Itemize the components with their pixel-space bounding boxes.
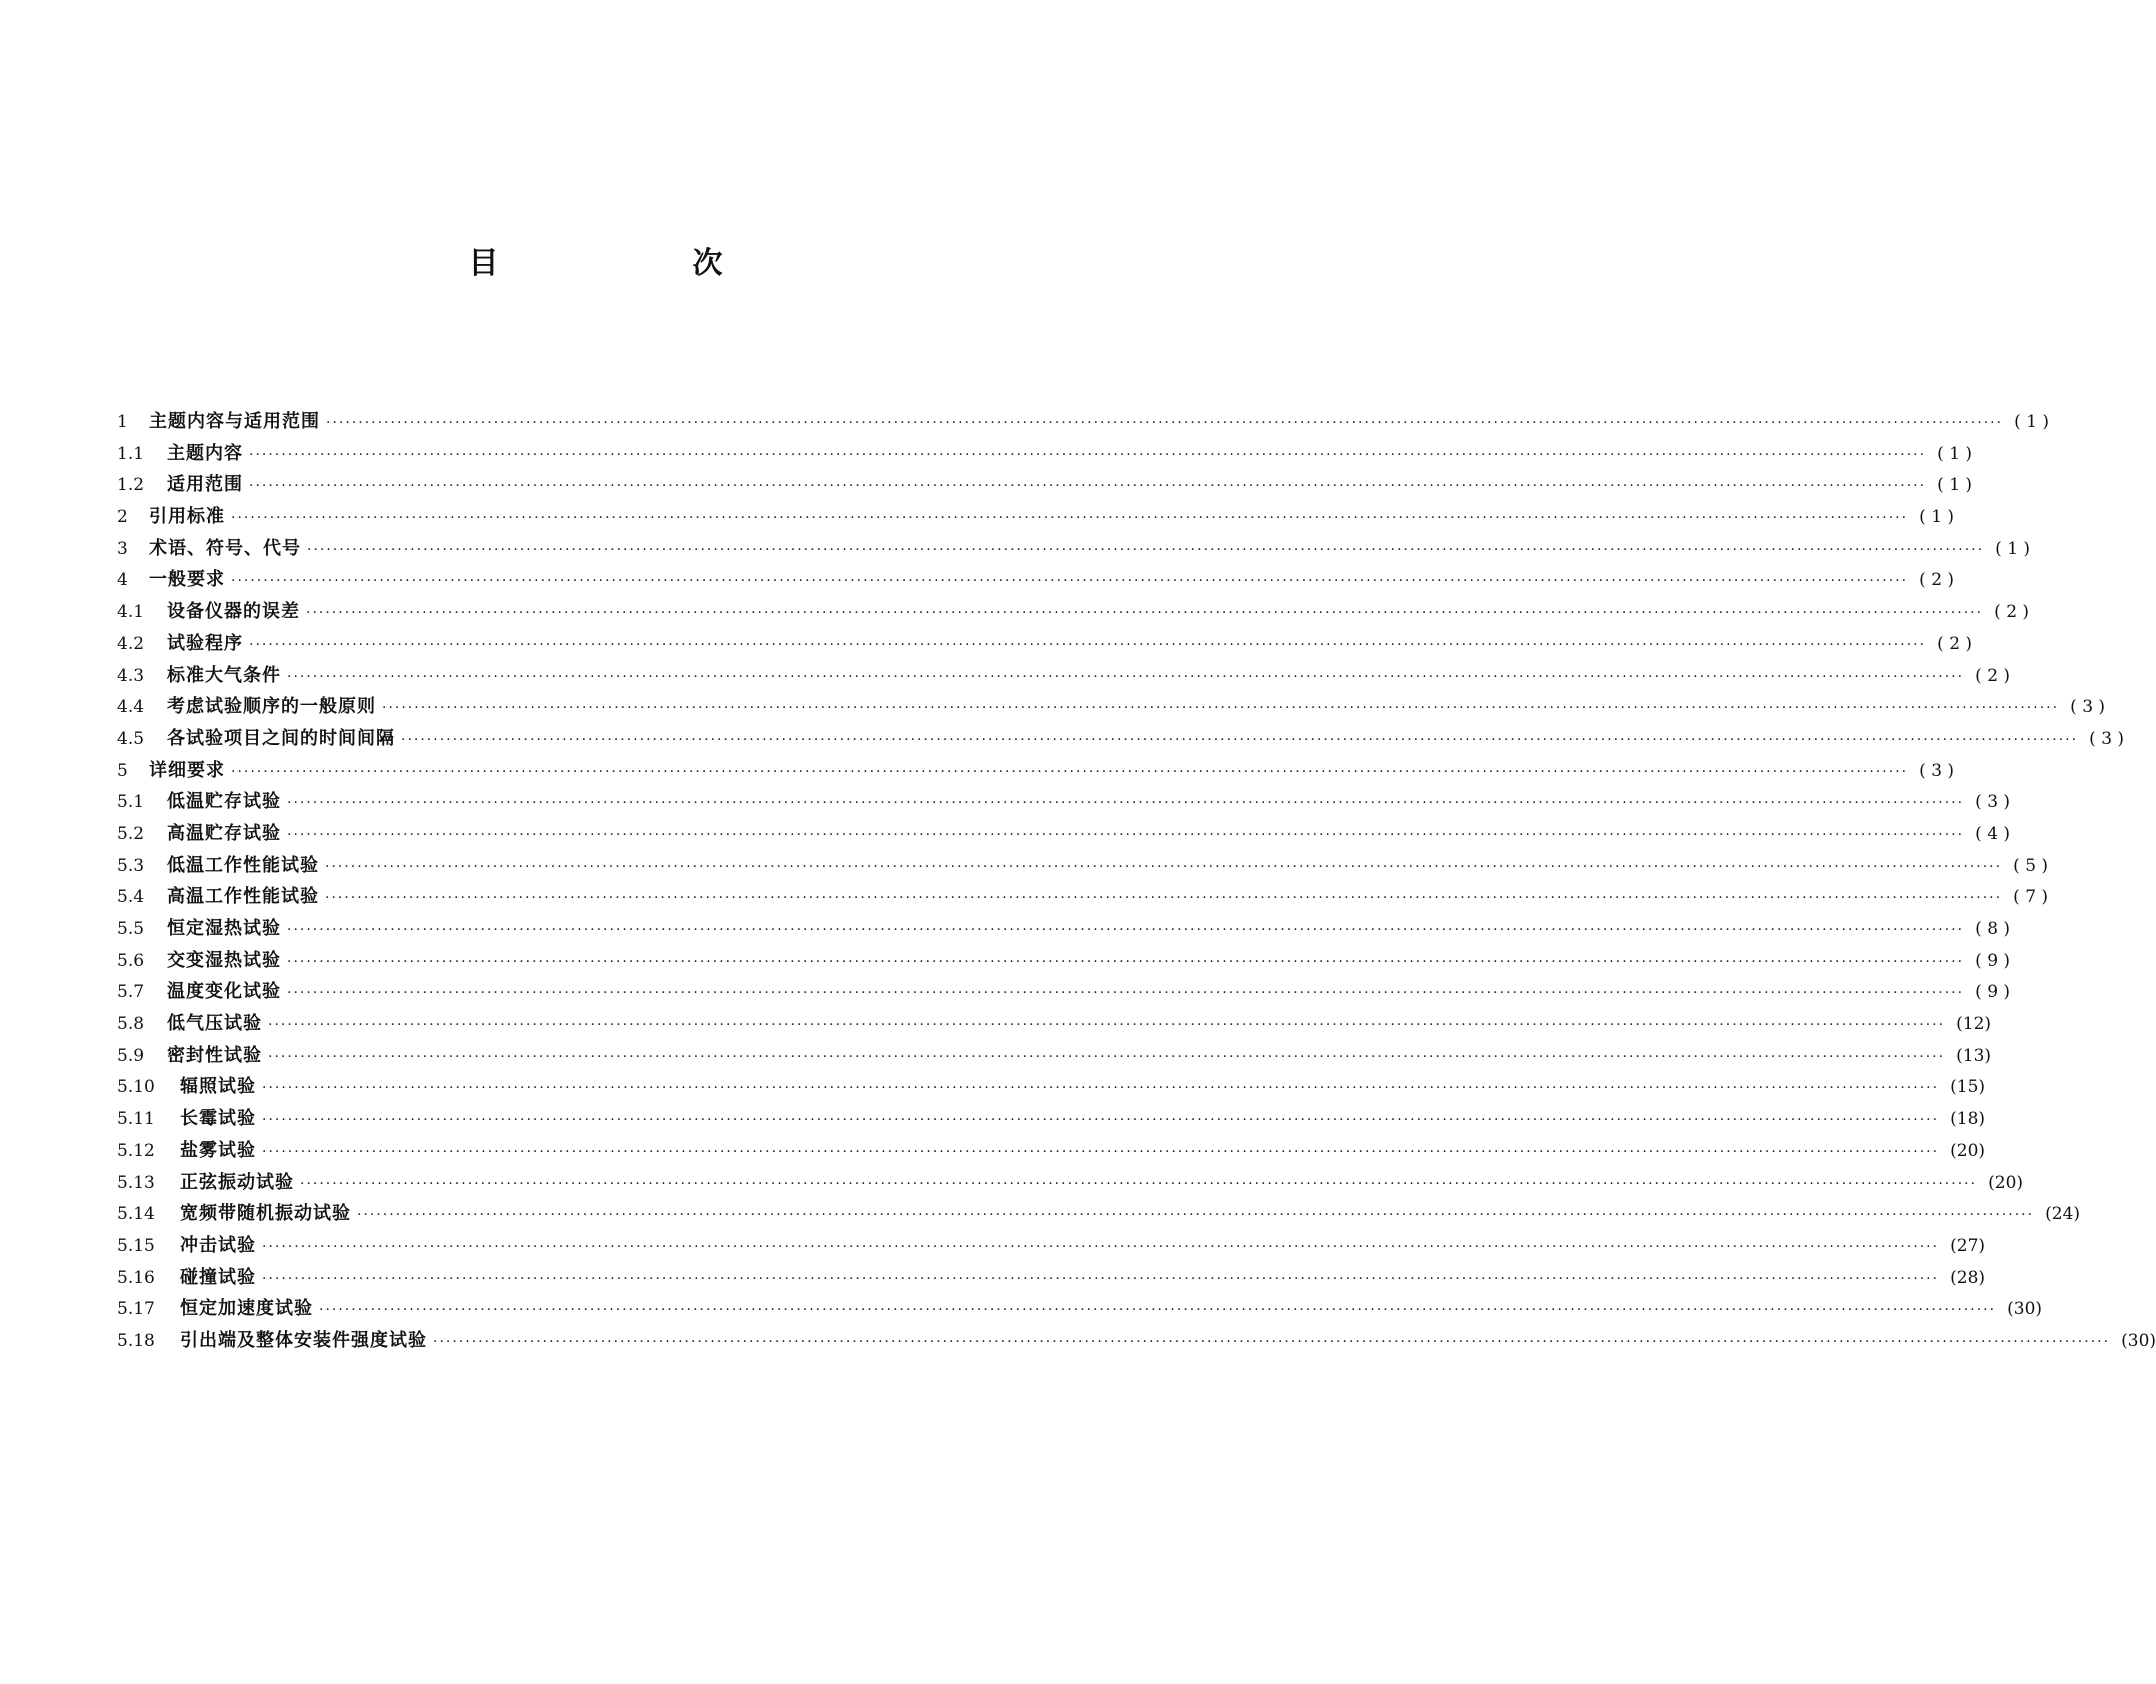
toc-entry-title: 温度变化试验: [167, 981, 281, 1003]
dot-leader: ····································································································································································································································································: [287, 795, 1965, 812]
toc-entry-title: 正弦振动试验: [180, 1171, 294, 1193]
dot-leader: ····································································································································································································································································: [307, 541, 1985, 558]
toc-entry: [117, 913, 2011, 945]
toc-entry: [117, 438, 1973, 470]
toc-entry: [117, 850, 2049, 882]
dot-leader: ····································································································································································································································································: [401, 731, 2079, 748]
toc-entry-page: (20): [1950, 1140, 1986, 1161]
toc-entry-page: (18): [1950, 1109, 1986, 1130]
toc-entry: [117, 1103, 1986, 1135]
toc-entry-number: 5: [117, 760, 128, 781]
toc-entry-page: (28): [1950, 1267, 1986, 1288]
toc-entry-number: 5.18: [117, 1330, 155, 1351]
toc-entry: [117, 1040, 1992, 1072]
toc-entry-title: 考虑试验顺序的一般原则: [167, 696, 376, 718]
toc-entry-page: ( 1 ): [1937, 475, 1973, 496]
toc-entry: [117, 976, 2011, 1008]
toc-entry-page: (30): [2121, 1330, 2156, 1351]
dot-leader: ····································································································································································································································································: [287, 953, 1965, 970]
toc-entry: [117, 818, 2011, 850]
toc-entry-page: ( 4 ): [1975, 823, 2011, 844]
toc-entry: [117, 1293, 2043, 1325]
toc-entry-page: (15): [1950, 1077, 1986, 1098]
dot-leader: ····································································································································································································································································: [306, 605, 1984, 622]
toc-entry-page: ( 3 ): [1919, 760, 1955, 781]
toc-entry-title: 各试验项目之间的时间间隔: [167, 727, 395, 749]
dot-leader: ····································································································································································································································································: [262, 1238, 1940, 1255]
dot-leader: ····································································································································································································································································: [287, 826, 1965, 843]
toc-entry: [117, 691, 2106, 723]
toc-entry: [117, 945, 2011, 977]
toc-entry: [117, 755, 1955, 787]
toc-entry-number: 5.10: [117, 1077, 155, 1098]
toc-entry: [117, 786, 2011, 818]
dot-leader: ····································································································································································································································································: [231, 763, 1909, 780]
dot-leader: ····································································································································································································································································: [268, 1048, 1946, 1065]
toc-entry-number: 5.12: [117, 1140, 155, 1161]
dot-leader: ····································································································································································································································································: [357, 1207, 2035, 1224]
toc-entry-title: 碰撞试验: [180, 1266, 256, 1288]
toc-entry-title: 密封性试验: [167, 1044, 262, 1066]
page-title: 目 次: [468, 246, 805, 281]
toc-entry-title: 宽频带随机振动试验: [180, 1203, 351, 1225]
toc-entry-title: 设备仪器的误差: [167, 601, 300, 623]
toc-entry-page: ( 7 ): [2013, 887, 2049, 908]
toc-entry-number: 5.17: [117, 1299, 155, 1320]
toc-entry-page: ( 2 ): [1937, 633, 1973, 654]
toc-entry-number: 5.5: [117, 919, 145, 939]
toc-entry: [117, 1230, 1986, 1262]
dot-leader: ····································································································································································································································································: [249, 478, 1927, 495]
toc-entry-page: ( 2 ): [1919, 570, 1955, 591]
table-of-contents: [117, 406, 2156, 1357]
toc-entry-number: 4.5: [117, 728, 145, 749]
dot-leader: ····································································································································································································································································: [325, 890, 2003, 907]
toc-entry: [117, 881, 2049, 913]
toc-entry-page: ( 2 ): [1994, 602, 2030, 623]
toc-entry-number: 5.14: [117, 1204, 155, 1225]
toc-entry-number: 5.6: [117, 950, 145, 971]
toc-entry-page: ( 1 ): [1919, 507, 1955, 528]
toc-entry-title: 适用范围: [167, 474, 243, 496]
toc-entry-title: 低温贮存试验: [167, 791, 281, 813]
dot-leader: ····································································································································································································································································: [249, 636, 1927, 653]
dot-leader: ····································································································································································································································································: [300, 1175, 1978, 1192]
toc-entry-page: ( 5 ): [2013, 855, 2049, 876]
toc-entry-number: 5.7: [117, 982, 145, 1003]
toc-entry-title: 盐雾试验: [180, 1139, 256, 1161]
toc-entry-number: 5.4: [117, 887, 145, 908]
toc-entry-number: 4.2: [117, 633, 145, 654]
dot-leader: ····································································································································································································································································: [231, 573, 1909, 590]
toc-entry-number: 5.9: [117, 1045, 145, 1066]
toc-entry-title: 冲击试验: [180, 1234, 256, 1256]
toc-entry-title: 高温贮存试验: [167, 822, 281, 844]
toc-entry-number: 5.2: [117, 823, 145, 844]
toc-entry-number: 5.16: [117, 1267, 155, 1288]
toc-entry: [117, 1325, 2156, 1357]
toc-entry-number: 5.1: [117, 792, 145, 813]
toc-entry-page: (13): [1956, 1045, 1992, 1066]
toc-entry-title: 长霉试验: [180, 1108, 256, 1130]
toc-entry-title: 一般要求: [149, 569, 225, 591]
dot-leader: ····································································································································································································································································: [231, 510, 1909, 527]
toc-entry: [117, 406, 2050, 438]
toc-entry: [117, 1167, 2024, 1199]
dot-leader: ····································································································································································································································································: [326, 415, 2004, 431]
toc-entry-page: ( 1 ): [1995, 538, 2031, 559]
toc-entry-number: 1.2: [117, 475, 145, 496]
toc-entry-number: 1.1: [117, 443, 145, 464]
dot-leader: ····································································································································································································································································: [262, 1143, 1940, 1160]
toc-entry-page: (20): [1988, 1172, 2024, 1193]
toc-entry-title: 恒定湿热试验: [167, 918, 281, 939]
dot-leader: ····································································································································································································································································: [262, 1080, 1940, 1097]
toc-entry-number: 5.15: [117, 1235, 155, 1256]
toc-entry-title: 高温工作性能试验: [167, 886, 319, 908]
toc-entry-title: 低气压试验: [167, 1013, 262, 1035]
toc-entry-title: 主题内容: [167, 442, 243, 464]
toc-entry-title: 交变湿热试验: [167, 949, 281, 971]
toc-entry-page: ( 1 ): [1937, 443, 1973, 464]
toc-entry-number: 3: [117, 538, 128, 559]
toc-entry-title: 引出端及整体安装件强度试验: [180, 1329, 427, 1351]
dot-leader: ····································································································································································································································································: [325, 858, 2003, 875]
toc-entry-title: 详细要求: [149, 759, 225, 781]
toc-entry-page: ( 3 ): [2070, 697, 2106, 718]
toc-entry-title: 试验程序: [167, 632, 243, 654]
dot-leader: ····································································································································································································································································: [287, 985, 1965, 1002]
toc-entry-title: 低温工作性能试验: [167, 854, 319, 876]
toc-entry-page: ( 8 ): [1975, 919, 2011, 939]
dot-leader: ····································································································································································································································································: [262, 1112, 1940, 1129]
toc-entry-page: (30): [2007, 1299, 2043, 1320]
toc-entry: [117, 564, 1955, 596]
toc-entry: [117, 1071, 1986, 1103]
toc-entry-title: 标准大气条件: [167, 664, 281, 686]
toc-entry-number: 4.3: [117, 665, 145, 686]
toc-entry-title: 恒定加速度试验: [180, 1298, 313, 1320]
toc-entry-page: ( 9 ): [1975, 950, 2011, 971]
dot-leader: ····································································································································································································································································: [382, 700, 2060, 717]
toc-entry: [117, 1135, 1986, 1167]
toc-entry-page: ( 2 ): [1975, 665, 2011, 686]
toc-entry-page: (12): [1956, 1014, 1992, 1035]
dot-leader: ····································································································································································································································································: [262, 1270, 1940, 1287]
toc-entry-title: 主题内容与适用范围: [149, 411, 320, 432]
toc-entry: [117, 1008, 1992, 1040]
toc-entry-title: 辐照试验: [180, 1076, 256, 1098]
toc-entry-page: ( 3 ): [2089, 728, 2125, 749]
toc-entry: [117, 501, 1955, 533]
toc-entry-number: 2: [117, 507, 128, 528]
dot-leader: ····································································································································································································································································: [319, 1302, 1997, 1319]
toc-entry: [117, 723, 2125, 755]
toc-entry-number: 4.1: [117, 602, 145, 623]
toc-entry-page: (27): [1950, 1235, 1986, 1256]
toc-entry-number: 1: [117, 412, 128, 432]
toc-entry: [117, 628, 1973, 660]
toc-entry: [117, 660, 2011, 692]
dot-leader: ····································································································································································································································································: [287, 922, 1965, 938]
toc-entry-page: ( 1 ): [2014, 412, 2050, 432]
toc-entry-page: (24): [2045, 1204, 2081, 1225]
dot-leader: ····································································································································································································································································: [249, 446, 1927, 463]
toc-entry-number: 5.8: [117, 1014, 145, 1035]
toc-entry: [117, 469, 1973, 501]
dot-leader: ····································································································································································································································································: [268, 1017, 1946, 1034]
toc-entry-number: 4.4: [117, 697, 145, 718]
toc-entry-number: 5.3: [117, 855, 145, 876]
toc-entry-number: 4: [117, 570, 128, 591]
toc-entry: [117, 1198, 2081, 1230]
toc-entry-page: ( 3 ): [1975, 792, 2011, 813]
dot-leader: ····································································································································································································································································: [287, 668, 1965, 685]
toc-entry: [117, 533, 2031, 565]
toc-entry-number: 5.11: [117, 1109, 155, 1130]
toc-entry-number: 5.13: [117, 1172, 155, 1193]
toc-entry-page: ( 9 ): [1975, 982, 2011, 1003]
toc-entry-title: 引用标准: [149, 506, 225, 528]
dot-leader: ····································································································································································································································································: [433, 1333, 2111, 1350]
toc-entry: [117, 596, 2030, 628]
toc-entry-title: 术语、符号、代号: [149, 537, 301, 559]
toc-entry: [117, 1262, 1986, 1294]
